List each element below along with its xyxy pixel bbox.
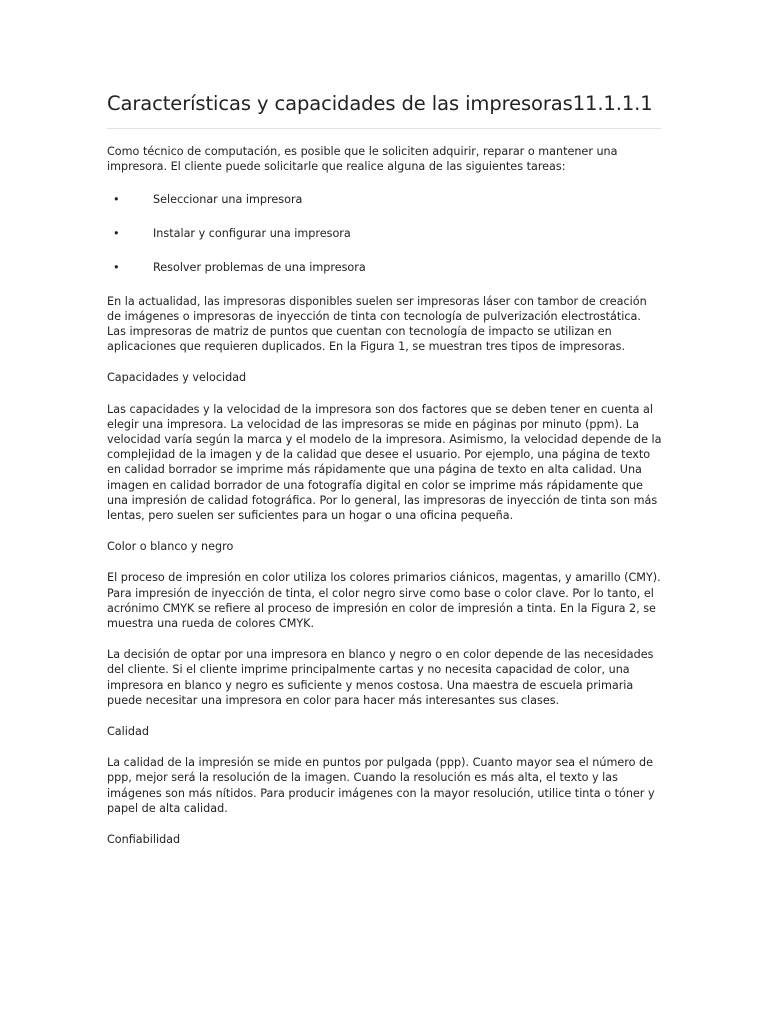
intro-paragraph: Como técnico de computación, es posible que le soliciten adquirir, reparar o mantener una impresora. El cliente puede solicitarle que realice alguna de las siguientes tareas: — [107, 145, 618, 174]
section-heading-calidad: Calidad — [107, 724, 149, 738]
list-item — [107, 226, 663, 241]
section-heading-color: Color o blanco y negro — [107, 540, 234, 554]
color-paragraph-2: La decisión de optar por una impresora en blanco y negro o en color depende de las necesidades del cliente. Si el cliente imprime principalmente cartas y no necesita capacidad de color, una impresora en blanco y negro es suficiente y menos costosa. Una maestra de escuela primaria puede necesitar una impresora en color para hacer más interesantes sus clases. — [107, 648, 654, 707]
printers-paragraph: En la actualidad, las impresoras disponibles suelen ser impresoras láser con tambor de creación de imágenes o impresoras de inyección de tinta con tecnología de pulverización electrostática. Las impresoras de matriz de puntos que cuentan con tecnología de impacto se utilizan en aplicaciones que requieren duplicados. En la Figura 1, se muestran tres tipos de impresoras. — [107, 294, 647, 354]
task-list — [107, 192, 663, 275]
document-body — [107, 144, 663, 847]
bullet-icon: • — [113, 193, 120, 207]
section-heading-confiabilidad: Confiabilidad — [107, 833, 181, 846]
calidad-paragraph: La calidad de la impresión se mide en puntos por pulgada (ppp). Cuanto mayor sea el número de ppp, mejor será la resolución de la imagen. Cuando la resolución es más alta, el texto y las imágenes son más nítidos. Para producir imágenes con la mayor resolución, utilice tinta o tóner y papel de alta calidad. — [107, 756, 655, 815]
list-item-text: Resolver problemas de una impresora — [153, 260, 366, 274]
section-heading-capacidades: Capacidades y velocidad — [107, 371, 247, 385]
list-item — [107, 192, 663, 207]
list-item-text: Instalar y configurar una impresora — [153, 227, 351, 241]
bullet-icon: • — [113, 227, 120, 241]
color-paragraph-1: El proceso de impresión en color utiliza los colores primarios ciánicos, magentas, y amarillo (CMY). Para impresión de inyección de tinta, el color negro sirve como base o color clave. Por lo tanto, el acrónimo CMYK se refiere al proceso de impresión en color de impresión a tinta. En la Figura 2, se muestra una rueda de colores CMYK. — [107, 571, 661, 630]
capacidades-paragraph: Las capacidades y la velocidad de la impresora son dos factores que se deben tener en cuenta al elegir una impresora. La velocidad de las impresoras se mide en páginas por minuto (ppm). La velocidad varía según la marca y el modelo de la impresora. Asimismo, la velocidad depende de la complejidad de la imagen y de la calidad que desee el usuario. Por ejemplo, una página de texto en calidad borrador se imprime más rápidamente que una página de texto en alta calidad. Una imagen en calidad borrador de una fotografía digital en color se imprime más rápidamente que una impresión de calidad fotográfica. Por lo general, las impresoras de inyección de tinta son más lentas, pero suelen ser suficientes para un hogar o una oficina pequeña. — [107, 402, 662, 522]
title-divider — [107, 128, 661, 129]
page-title: Características y capacidades de las impresoras11.1.1.1 — [107, 92, 653, 115]
bullet-icon: • — [113, 260, 120, 274]
list-item-text: Seleccionar una impresora — [153, 193, 303, 207]
list-item — [107, 260, 663, 275]
